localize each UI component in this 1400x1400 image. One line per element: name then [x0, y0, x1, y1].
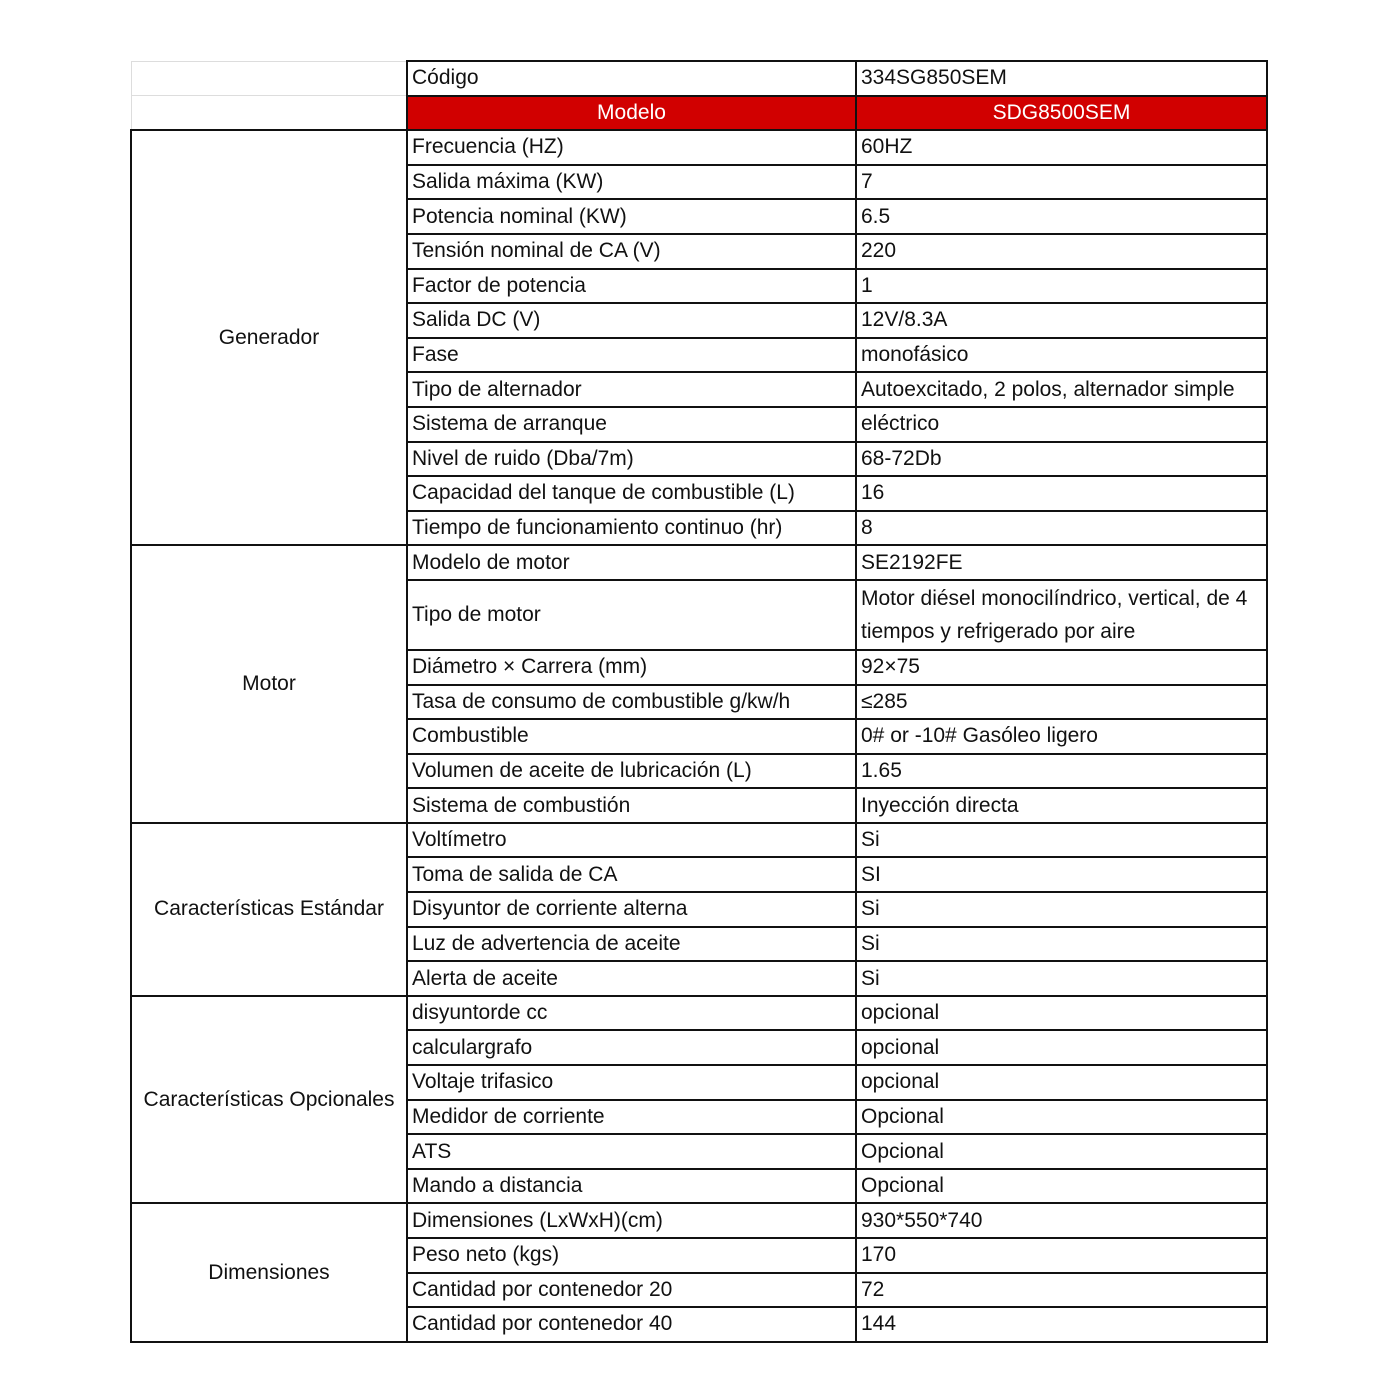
- spec-value: eléctrico: [856, 407, 1267, 442]
- spec-value: 144: [856, 1307, 1267, 1342]
- model-value: SDG8500SEM: [856, 96, 1267, 131]
- spec-value: 60HZ: [856, 130, 1267, 165]
- spec-value: monofásico: [856, 338, 1267, 373]
- spec-value: 1: [856, 269, 1267, 304]
- spec-label: Volumen de aceite de lubricación (L): [407, 754, 856, 789]
- spec-label: Combustible: [407, 719, 856, 754]
- spec-value: opcional: [856, 996, 1267, 1031]
- blank-cell: [131, 96, 407, 131]
- spec-label: Medidor de corriente: [407, 1100, 856, 1135]
- spec-label: Nivel de ruido (Dba/7m): [407, 442, 856, 477]
- category-cell: Características Estándar: [131, 823, 407, 996]
- spec-label: Toma de salida de CA: [407, 857, 856, 892]
- spec-label: Luz de advertencia de aceite: [407, 927, 856, 962]
- spec-value: 220: [856, 234, 1267, 269]
- spec-value: ≤285: [856, 685, 1267, 720]
- blank-cell: [131, 61, 407, 96]
- spec-label: Alerta de aceite: [407, 961, 856, 996]
- spec-value: 16: [856, 476, 1267, 511]
- spec-value: 170: [856, 1238, 1267, 1273]
- spec-label: Mando a distancia: [407, 1169, 856, 1204]
- spec-row: [131, 1203, 1267, 1238]
- spec-label: disyuntorde cc: [407, 996, 856, 1031]
- code-row: [131, 61, 1267, 96]
- spec-value: Opcional: [856, 1169, 1267, 1204]
- spec-value: 12V/8.3A: [856, 303, 1267, 338]
- spec-label: Tipo de motor: [407, 580, 856, 650]
- spec-value: Si: [856, 961, 1267, 996]
- spec-sheet: [130, 60, 1266, 1343]
- spec-value: 930*550*740: [856, 1203, 1267, 1238]
- spec-value: Motor diésel monocilíndrico, vertical, de 4 tiempos y refrigerado por aire: [856, 580, 1267, 650]
- spec-label: Frecuencia (HZ): [407, 130, 856, 165]
- spec-label: Dimensiones (LxWxH)(cm): [407, 1203, 856, 1238]
- spec-label: Tipo de alternador: [407, 372, 856, 407]
- code-label: Código: [407, 61, 856, 96]
- spec-row: [131, 996, 1267, 1031]
- spec-label: Peso neto (kgs): [407, 1238, 856, 1273]
- spec-label: Disyuntor de corriente alterna: [407, 892, 856, 927]
- spec-label: Fase: [407, 338, 856, 373]
- spec-value: Autoexcitado, 2 polos, alternador simple: [856, 372, 1267, 407]
- model-label: Modelo: [407, 96, 856, 131]
- category-cell: Características Opcionales: [131, 996, 407, 1204]
- category-cell: Dimensiones: [131, 1203, 407, 1341]
- spec-value: SE2192FE: [856, 545, 1267, 580]
- spec-label: Capacidad del tanque de combustible (L): [407, 476, 856, 511]
- category-cell: Motor: [131, 545, 407, 823]
- spec-value: 68-72Db: [856, 442, 1267, 477]
- spec-value: 8: [856, 511, 1267, 546]
- spec-label: Modelo de motor: [407, 545, 856, 580]
- spec-value: 0# or -10# Gasóleo ligero: [856, 719, 1267, 754]
- spec-row: [131, 545, 1267, 580]
- spec-value: Opcional: [856, 1134, 1267, 1169]
- spec-value: 1.65: [856, 754, 1267, 789]
- spec-value: Si: [856, 892, 1267, 927]
- spec-value: 92×75: [856, 650, 1267, 685]
- spec-label: Potencia nominal (KW): [407, 199, 856, 234]
- model-row: [131, 96, 1267, 131]
- spec-label: ATS: [407, 1134, 856, 1169]
- spec-label: Tensión nominal de CA (V): [407, 234, 856, 269]
- code-value: 334SG850SEM: [856, 61, 1267, 96]
- spec-label: Cantidad por contenedor 40: [407, 1307, 856, 1342]
- spec-label: Salida máxima (KW): [407, 165, 856, 200]
- spec-value: opcional: [856, 1065, 1267, 1100]
- spec-row: [131, 823, 1267, 858]
- spec-value: Si: [856, 823, 1267, 858]
- spec-label: Sistema de combustión: [407, 788, 856, 823]
- spec-value: Si: [856, 927, 1267, 962]
- spec-label: Cantidad por contenedor 20: [407, 1273, 856, 1308]
- spec-value: Opcional: [856, 1100, 1267, 1135]
- spec-value: 7: [856, 165, 1267, 200]
- spec-label: Voltímetro: [407, 823, 856, 858]
- spec-value: opcional: [856, 1030, 1267, 1065]
- spec-value: 6.5: [856, 199, 1267, 234]
- spec-label: Salida DC (V): [407, 303, 856, 338]
- spec-label: Sistema de arranque: [407, 407, 856, 442]
- spec-label: Tasa de consumo de combustible g/kw/h: [407, 685, 856, 720]
- spec-table: [130, 60, 1268, 1343]
- spec-label: Diámetro × Carrera (mm): [407, 650, 856, 685]
- spec-row: [131, 130, 1267, 165]
- category-cell: Generador: [131, 130, 407, 545]
- spec-label: Voltaje trifasico: [407, 1065, 856, 1100]
- spec-value: SI: [856, 857, 1267, 892]
- spec-value: 72: [856, 1273, 1267, 1308]
- spec-label: Factor de potencia: [407, 269, 856, 304]
- spec-value: Inyección directa: [856, 788, 1267, 823]
- spec-label: calculargrafo: [407, 1030, 856, 1065]
- spec-label: Tiempo de funcionamiento continuo (hr): [407, 511, 856, 546]
